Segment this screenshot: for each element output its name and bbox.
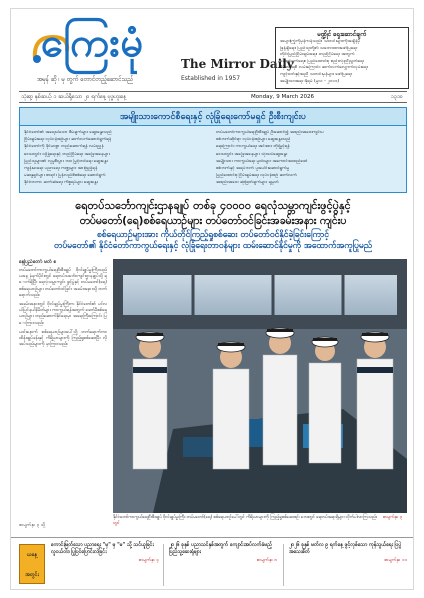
main-photo xyxy=(113,259,407,513)
headline-item: နိုင်ငံတကာ ဆက်ဆံရေး ကိစ္စရပ်များ ဆွေးနွေး xyxy=(24,180,98,186)
subheadline-line2: တပ်မတော်၏ နိုင်ငံတော်ကာကွယ်ရေးနှင့် လုံခြုံရေးတာဝန်များ ထမ်းဆောင်နိုင်မှုကို အထောက်အကူပြုမည် xyxy=(54,241,372,251)
divider xyxy=(283,544,284,586)
inside-story-page: စာမျက်နှာ ၄ xyxy=(138,558,159,563)
caption-text: နိုင်ငံတော်ကာကွယ်ရေးဦးစီးချုပ် ဗိုလ်ချုပ်မှူးကြီး တပ်မတော်(ရေ) စစ်ရေယာဉ်ပေါ်တွင် ကိရိယာများကို ကြည့်ရှုစစ်ဆေးစဉ်၊ ဘေးတွင် ရေတပ်အရာရှိများ လိုက်ပါလာကြသည်။ xyxy=(113,515,378,520)
inside-pages-strip xyxy=(11,537,414,590)
objectives-box xyxy=(275,27,409,89)
headline-item: ဒေသတွင်း လုံခြုံရေးနှင့် တည်ငြိမ်ရေး အခြေအနေများ xyxy=(24,151,110,157)
main-headline: ရေတပ်သင်္ဘောကျင်းဌာနချုပ် တစ်ခု ၄၀၀၀၀ ရေလုံသမ္ဘာကျင်းဖွင့်ပွဲနှင့် xyxy=(75,199,351,212)
inside-story-tile[interactable] xyxy=(289,542,407,588)
headline-item: မဲဆန္ဒရှင်များ စာရင်း ပြန်လည်စိစစ်ရေး ဆောင်ရွက် xyxy=(24,173,106,179)
headline-item: နိုင်ငံတော်၏ အရေးပါသော စီမံချက်များ ဆွေးနွေးသည် xyxy=(24,130,112,135)
headline-item: အစည်းအဝေး ဆုံးဖြတ်ချက်များ ချမှတ် xyxy=(216,180,279,186)
article-column xyxy=(19,259,107,523)
logo-text: ကြေးမုံ xyxy=(41,19,145,66)
objective-line: တိုင်းပြည်ငြိမ်းချမ်းရေး၊ တည်ငြိမ်ရေး အတွက် xyxy=(280,52,355,58)
objective-line: ဒီမိုကရေစီ လမ်းကြောင်း ဆက်လက်လျှောက်လှမ်းရေး xyxy=(280,65,368,71)
inside-story-title: ၂၀၂၆ ခုနှစ် ပညာသင်နှစ်အတွက် ကျောင်းအပ်လက်ခံမည့် ပြည်သူ့ဆေးရုံများ xyxy=(169,542,273,555)
date-english: Monday, 9 March 2026 xyxy=(251,94,314,100)
headline-item: ငြိမ်းချမ်းရေး လုပ်ငန်းစဉ်များ ဆက်လက်ဆောင်ရွက်ရန် xyxy=(24,137,112,143)
ship-bridge-photo xyxy=(113,259,407,513)
headline-item: ဒေသတွင်း အခြေအနေများ သုံးသပ်ဆွေးနွေး xyxy=(216,151,288,157)
headline-item: စစ်ဘက်ဆိုင်ရာ လုပ်ငန်းစဉ်များ ဆွေးနွေးသည် xyxy=(216,137,291,143)
inside-badge: ယနေ့ အတွင်း xyxy=(19,544,45,584)
article-paragraph: တပ်မတော်ကာကွယ်ရေးဦးစီးချုပ် ဗိုလ်ချုပ်မှူးကြီးသည် ယနေ့ နံနက်ပိုင်းတွင် ရေတပ်သင်္ဘောကျင်းဌာနချုပ်သို့ ရောက်ရှိပြီး ရေလုံသမ္ဘာကျင်း ဖွင့်ပွဲနှင့် တပ်မတော်(ရေ) စစ်ရေယာဉ်များ တပ်တော်ဝင်ခြင်း အခမ်းအနားသို့ တက်ရောက်သည်။ xyxy=(19,268,107,298)
objective-line: ဆောင်ရွက်ရေး။ ပြည်ထောင်စု စည်းလုံးညီညွတ်ရေး xyxy=(280,58,365,64)
objective-line: အမျိုးသားရေး ဖိုရမ် (မူလ - ၂၀၁၁) xyxy=(280,78,340,84)
inside-story-tile[interactable] xyxy=(51,542,159,588)
continued-label: စာမျက်နှာ ၃ သို့ xyxy=(19,523,45,528)
objective-line: ဖြန့်ချိရေး၊ ပြည်သူတို့၏ သဘောထားဖော်ပြရေး xyxy=(280,45,358,51)
date-bar xyxy=(19,91,407,103)
headlines-right-column xyxy=(216,130,402,188)
subheadline: စစ်ရေယာဉ်များအား ကိုယ်တိုင်ကြည့်ရှုစစ်ဆေး တပ်တော်ဝင်နိုင်ခဲ့ခြင်းကြောင့် xyxy=(96,230,330,240)
inside-story-title: ၂၀၂၆ ခုနှစ် မတ်လ ၉ ရက်နေ့ ဖွင့်လှစ်သော ကုန်သွယ်ရေး ပြပွဲ အသေးစိတ် xyxy=(289,542,402,555)
inside-story-page: စာမျက်နှာ ၁၁ xyxy=(384,558,407,563)
established-text: Established in 1957 xyxy=(181,75,241,82)
motto: အမှန် ဆို ၊ မှ တွက် တောင်တည့်ဆောင်သည် xyxy=(37,76,134,83)
inside-story-page: စာမျက်နှာ ၈ xyxy=(256,558,277,563)
headline-item: ရေကြောင်း ကာကွယ်ရေး အင်အား တိုးမြှင့်ရန် xyxy=(216,144,290,150)
objective-line: ကျင့်ဝတ်နှင့်အညီ သတင်းမှန်များ ဖော်ပြရေး xyxy=(280,71,353,77)
inside-story-tile[interactable] xyxy=(169,542,277,588)
objective-line: အများကြုံကိုမှန်ကန်သည်။ သတင်းများကိုအချိန်မှီ xyxy=(280,39,361,44)
headline-item: ပြည်သူများ၏ လူမှုစီးပွား ဘဝ မြှင့်တင်ရေး ဆွေးနွေး xyxy=(24,158,108,164)
headline-item: ပြည်ထောင်စု ငြိမ်းချမ်းရေး လုပ်ငန်းစဉ် ဆက်လက် xyxy=(216,173,297,179)
photo-caption xyxy=(113,515,407,527)
inside-story-title: ကောင်းမြတ်သော ပညာရေး "မှ" မှ "မ" သို့ သင်ယူခြင်း လူငယ်ဝါဒ ပြုပြင်ပြောင်းလဲခြင်း xyxy=(51,542,154,555)
article-paragraph: ယင်းနောက် စစ်ရေယာဉ်များပေါ်သို့ တက်ရောက်ကာ ထိန်းချုပ်ခန်းနှင့် ကိရိယာများကို ကြည့်ရှုစစ်ဆေးပြီး လိုအပ်သည်များကို မှာကြားသည်။ xyxy=(19,329,107,348)
headlines-left-column xyxy=(24,130,210,188)
headline-item: ကျန်းမာရေး ပညာရေး ကဏ္ဍများ အားဖြည့်ရန် xyxy=(24,166,98,172)
masthead xyxy=(11,9,414,91)
brand-name-en: The Mirror Daily xyxy=(181,57,294,71)
headlines-box xyxy=(19,107,407,193)
headline-item: နိုင်ငံတော်ကို ခိုင်မာစွာ တည်ဆောက်ရန် လမ်းညွှန် xyxy=(24,144,104,150)
objectives-title: မဏ္ဍိုင် ရှေးဆောင်ချက် xyxy=(317,31,367,38)
headline-item: စစ်ဘက်နှင့် အရပ်ဘက် ပူးပေါင်းဆောင်ရွက်မှု xyxy=(216,166,290,172)
caption-page-ref: စာမျက်နှာ ၃ တွင် xyxy=(113,515,403,526)
main-headline-line2: တပ်မတော်(ရေ)စစ်ရေယာဉ်များ တပ်တော်ဝင်ခြင်းအခမ်းအနား ကျင်းပ xyxy=(79,215,347,227)
headline-item: တပ်မတော်ကာကွယ်ရေးဦးစီးချုပ် ဦးဆောင်၍ အစည်းအဝေးကျင်းပ xyxy=(216,130,324,135)
newspaper-page xyxy=(10,8,414,590)
headline-item: အမျိုးသား ကာကွယ်ရေး မူဝါဒများ အကောင်အထည်ဖော် xyxy=(216,158,308,164)
dateline: နေပြည်တော် မတ် ၈ xyxy=(19,259,57,265)
headlines-box-title: အမျိုးသားကောင်စီရေးနှင့် လုံခြုံရေးကော်မရှင် ဦးစီးကျင်းပ xyxy=(20,108,406,126)
issue-number: ၁၃၁၀ xyxy=(390,94,403,100)
date-myanmar: သုံးရာ့ နှစ်ဆယ့် ၁ ဆယ်ရှိသော ၂၀ ရက်နေ့ ဗုဒ္ဓဟူးနေ့ xyxy=(21,94,127,100)
divider xyxy=(163,544,164,586)
article-paragraph: အခမ်းအနားတွင် ဗိုလ်ချုပ်မှူးကြီးက နိုင်ငံတော်၏ ပင်လယ်ပြင်နယ်နိမိတ်များ ကာကွယ်ရန်အတွက် ခေတ်မီစစ်ရေယာဉ်များ တည်ဆောက်နိုင်ရေးမှာ အရေးကြီးကြောင်း ပြောကြားသည်။ xyxy=(19,302,107,326)
